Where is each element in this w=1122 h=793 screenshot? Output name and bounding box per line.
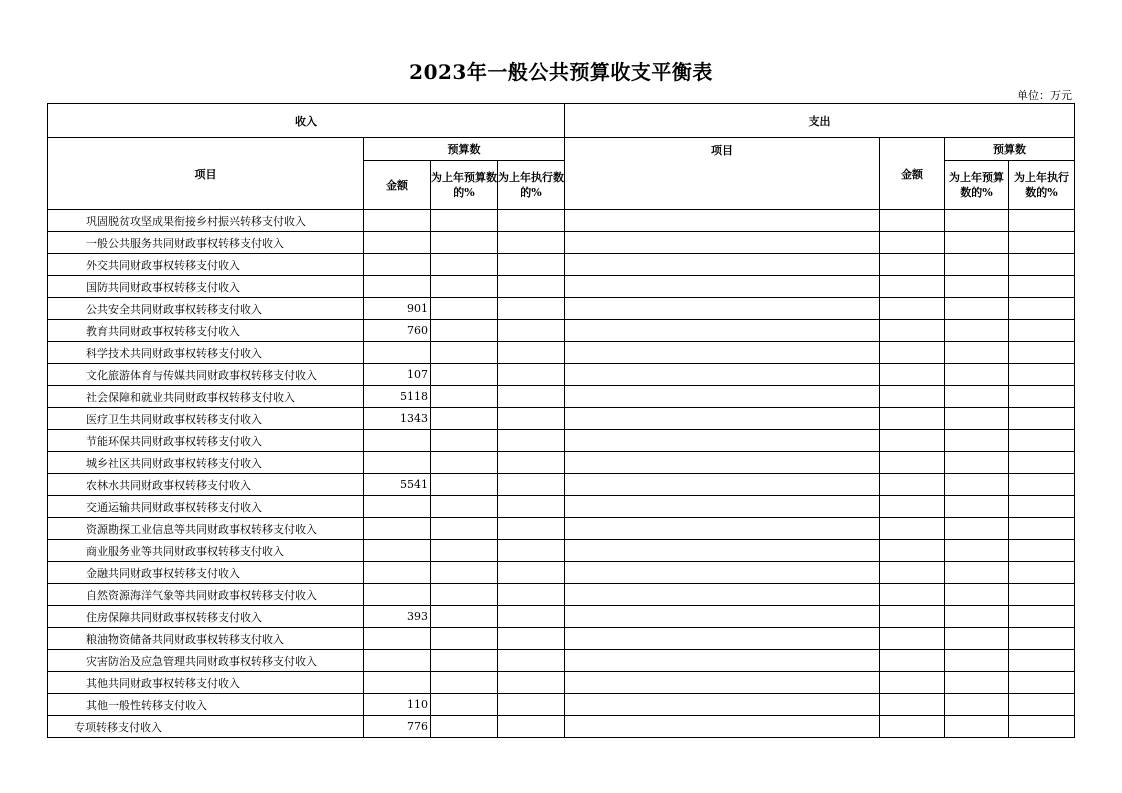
income-pct-budget-cell [431, 518, 498, 540]
income-item-label: 文化旅游体育与传媒共同财政事权转移支付收入 [48, 364, 364, 386]
expense-item-cell [565, 210, 880, 232]
expense-pct-exec-cell [1009, 232, 1075, 254]
expense-pct-exec-cell [1009, 518, 1075, 540]
income-amount-cell [364, 518, 431, 540]
expense-pct-exec-header: 为上年执行数的% [1009, 161, 1075, 210]
table-row [48, 210, 1075, 232]
table-row [48, 342, 1075, 364]
table-row [48, 518, 1075, 540]
expense-amount-cell [880, 452, 945, 474]
income-pct-budget-cell [431, 496, 498, 518]
expense-amount-cell [880, 276, 945, 298]
expense-pct-exec-cell [1009, 584, 1075, 606]
expense-pct-exec-cell [1009, 694, 1075, 716]
expense-item-cell [565, 430, 880, 452]
expense-amount-cell [880, 694, 945, 716]
expense-budget-header: 预算数 [945, 138, 1075, 161]
expense-pct-budget-cell [945, 320, 1009, 342]
expense-item-cell [565, 342, 880, 364]
expense-pct-exec-cell [1009, 672, 1075, 694]
table-row [48, 408, 1075, 430]
income-pct-budget-cell [431, 672, 498, 694]
expense-pct-budget-cell [945, 474, 1009, 496]
expense-pct-budget-cell [945, 518, 1009, 540]
income-item-label: 医疗卫生共同财政事权转移支付收入 [48, 408, 364, 430]
income-item-label: 外交共同财政事权转移支付收入 [48, 254, 364, 276]
expense-amount-cell [880, 408, 945, 430]
income-pct-budget-cell [431, 254, 498, 276]
income-pct-exec-cell [498, 254, 565, 276]
table-row [48, 694, 1075, 716]
table-row [48, 452, 1075, 474]
income-amount-cell [364, 672, 431, 694]
income-pct-exec-cell [498, 320, 565, 342]
expense-pct-budget-cell [945, 364, 1009, 386]
table-row [48, 496, 1075, 518]
income-item-label: 其他共同财政事权转移支付收入 [48, 672, 364, 694]
expense-pct-exec-cell [1009, 320, 1075, 342]
expense-amount-cell [880, 672, 945, 694]
income-amount-cell [364, 276, 431, 298]
income-pct-exec-cell [498, 716, 565, 738]
income-amount-cell: 5541 [364, 474, 431, 496]
income-pct-exec-cell [498, 474, 565, 496]
expense-pct-budget-cell [945, 452, 1009, 474]
income-amount-header: 金额 [364, 161, 431, 210]
expense-amount-cell [880, 320, 945, 342]
income-amount-cell [364, 496, 431, 518]
income-pct-budget-cell [431, 276, 498, 298]
income-pct-exec-cell [498, 584, 565, 606]
page-title: 2023年一般公共预算收支平衡表 [409, 60, 713, 84]
income-pct-budget-cell [431, 540, 498, 562]
income-item-label: 一般公共服务共同财政事权转移支付收入 [48, 232, 364, 254]
income-item-label: 住房保障共同财政事权转移支付收入 [48, 606, 364, 628]
expense-pct-exec-cell [1009, 298, 1075, 320]
table-row [48, 254, 1075, 276]
income-amount-cell [364, 628, 431, 650]
expense-amount-cell [880, 496, 945, 518]
income-pct-budget-cell [431, 232, 498, 254]
expense-item-cell [565, 320, 880, 342]
income-amount-cell: 393 [364, 606, 431, 628]
table-row [48, 540, 1075, 562]
expense-pct-exec-cell [1009, 364, 1075, 386]
expense-pct-exec-cell [1009, 386, 1075, 408]
expense-amount-cell [880, 430, 945, 452]
income-item-label: 节能环保共同财政事权转移支付收入 [48, 430, 364, 452]
budget-balance-table [47, 103, 1075, 738]
expense-item-cell [565, 584, 880, 606]
expense-amount-cell [880, 518, 945, 540]
income-item-label: 农林水共同财政事权转移支付收入 [48, 474, 364, 496]
expense-pct-budget-cell [945, 342, 1009, 364]
expense-amount-cell [880, 342, 945, 364]
income-pct-budget-header: 为上年预算数的% [431, 161, 498, 210]
table-row [48, 606, 1075, 628]
expense-pct-budget-cell [945, 210, 1009, 232]
table-row [48, 364, 1075, 386]
expense-pct-exec-cell [1009, 606, 1075, 628]
table-row [48, 320, 1075, 342]
income-pct-exec-cell [498, 232, 565, 254]
expense-amount-cell [880, 606, 945, 628]
expense-pct-budget-cell [945, 386, 1009, 408]
income-amount-cell: 1343 [364, 408, 431, 430]
income-item-label: 专项转移支付收入 [48, 716, 364, 738]
income-item-header: 项目 [48, 138, 364, 210]
expense-item-cell [565, 386, 880, 408]
expense-pct-exec-cell [1009, 210, 1075, 232]
expense-pct-budget-cell [945, 232, 1009, 254]
expense-pct-budget-cell [945, 694, 1009, 716]
expense-amount-cell [880, 584, 945, 606]
income-pct-budget-cell [431, 342, 498, 364]
expense-pct-budget-cell [945, 584, 1009, 606]
income-pct-budget-cell [431, 408, 498, 430]
expense-item-cell [565, 694, 880, 716]
expense-pct-budget-cell [945, 606, 1009, 628]
expense-pct-exec-cell [1009, 628, 1075, 650]
expense-item-cell [565, 298, 880, 320]
expense-pct-exec-cell [1009, 342, 1075, 364]
expense-item-cell [565, 606, 880, 628]
income-pct-budget-cell [431, 474, 498, 496]
expense-pct-exec-cell [1009, 716, 1075, 738]
income-pct-exec-header: 为上年执行数的% [498, 161, 565, 210]
expense-header: 支出 [565, 104, 1075, 138]
expense-pct-budget-cell [945, 408, 1009, 430]
income-item-label: 自然资源海洋气象等共同财政事权转移支付收入 [48, 584, 364, 606]
expense-item-cell [565, 716, 880, 738]
expense-pct-budget-cell [945, 254, 1009, 276]
income-pct-budget-cell [431, 628, 498, 650]
expense-item-cell [565, 518, 880, 540]
expense-pct-exec-cell [1009, 562, 1075, 584]
expense-pct-budget-cell [945, 430, 1009, 452]
expense-amount-cell [880, 628, 945, 650]
income-pct-exec-cell [498, 364, 565, 386]
expense-amount-cell [880, 540, 945, 562]
income-amount-cell [364, 584, 431, 606]
expense-amount-header: 金额 [880, 138, 945, 210]
income-amount-cell [364, 232, 431, 254]
income-amount-cell [364, 430, 431, 452]
table-row [48, 386, 1075, 408]
expense-item-cell [565, 628, 880, 650]
expense-pct-budget-cell [945, 562, 1009, 584]
unit-label: 单位：万元 [1017, 89, 1072, 102]
expense-pct-exec-cell [1009, 452, 1075, 474]
table-row [48, 298, 1075, 320]
expense-pct-exec-cell [1009, 474, 1075, 496]
expense-pct-budget-cell [945, 716, 1009, 738]
expense-item-cell [565, 276, 880, 298]
table-row [48, 430, 1075, 452]
income-item-label: 灾害防治及应急管理共同财政事权转移支付收入 [48, 650, 364, 672]
income-pct-budget-cell [431, 430, 498, 452]
income-pct-budget-cell [431, 298, 498, 320]
income-item-label: 科学技术共同财政事权转移支付收入 [48, 342, 364, 364]
income-pct-budget-cell [431, 210, 498, 232]
income-pct-exec-cell [498, 562, 565, 584]
income-amount-cell [364, 254, 431, 276]
income-item-label: 资源勘探工业信息等共同财政事权转移支付收入 [48, 518, 364, 540]
income-pct-budget-cell [431, 584, 498, 606]
income-item-label: 公共安全共同财政事权转移支付收入 [48, 298, 364, 320]
expense-amount-cell [880, 386, 945, 408]
expense-item-cell [565, 496, 880, 518]
income-pct-budget-cell [431, 452, 498, 474]
income-budget-header: 预算数 [364, 138, 565, 161]
income-item-label: 巩固脱贫攻坚成果衔接乡村振兴转移支付收入 [48, 210, 364, 232]
income-amount-cell: 901 [364, 298, 431, 320]
expense-pct-budget-cell [945, 628, 1009, 650]
expense-pct-exec-cell [1009, 276, 1075, 298]
expense-amount-cell [880, 210, 945, 232]
income-item-label: 城乡社区共同财政事权转移支付收入 [48, 452, 364, 474]
expense-amount-cell [880, 650, 945, 672]
expense-pct-exec-cell [1009, 496, 1075, 518]
expense-amount-cell [880, 562, 945, 584]
table-row [48, 672, 1075, 694]
income-pct-exec-cell [498, 276, 565, 298]
expense-pct-budget-cell [945, 540, 1009, 562]
expense-pct-budget-cell [945, 298, 1009, 320]
income-pct-exec-cell [498, 606, 565, 628]
expense-item-cell [565, 452, 880, 474]
expense-amount-cell [880, 254, 945, 276]
expense-item-cell [565, 650, 880, 672]
expense-amount-cell [880, 364, 945, 386]
income-pct-exec-cell [498, 694, 565, 716]
income-pct-budget-cell [431, 364, 498, 386]
expense-pct-exec-cell [1009, 430, 1075, 452]
income-pct-budget-cell [431, 386, 498, 408]
expense-amount-cell [880, 232, 945, 254]
expense-pct-exec-cell [1009, 540, 1075, 562]
income-item-label: 社会保障和就业共同财政事权转移支付收入 [48, 386, 364, 408]
income-item-label: 其他一般性转移支付收入 [48, 694, 364, 716]
expense-pct-budget-header: 为上年预算数的% [945, 161, 1009, 210]
income-pct-budget-cell [431, 562, 498, 584]
expense-pct-exec-cell [1009, 650, 1075, 672]
income-pct-exec-cell [498, 298, 565, 320]
expense-pct-exec-cell [1009, 254, 1075, 276]
income-amount-cell: 760 [364, 320, 431, 342]
income-amount-cell: 776 [364, 716, 431, 738]
table-row [48, 584, 1075, 606]
income-pct-exec-cell [498, 628, 565, 650]
income-item-label: 粮油物资储备共同财政事权转移支付收入 [48, 628, 364, 650]
table-row [48, 562, 1075, 584]
income-pct-exec-cell [498, 386, 565, 408]
income-pct-budget-cell [431, 320, 498, 342]
expense-item-header: 项目 [565, 138, 880, 210]
table-row [48, 650, 1075, 672]
income-pct-budget-cell [431, 650, 498, 672]
income-pct-exec-cell [498, 342, 565, 364]
income-pct-exec-cell [498, 210, 565, 232]
income-pct-budget-cell [431, 606, 498, 628]
expense-item-cell [565, 562, 880, 584]
expense-item-cell [565, 254, 880, 276]
expense-amount-cell [880, 474, 945, 496]
income-pct-exec-cell [498, 518, 565, 540]
income-item-label: 国防共同财政事权转移支付收入 [48, 276, 364, 298]
expense-pct-budget-cell [945, 650, 1009, 672]
income-amount-cell: 110 [364, 694, 431, 716]
income-pct-exec-cell [498, 430, 565, 452]
income-amount-cell [364, 650, 431, 672]
expense-amount-cell [880, 298, 945, 320]
income-amount-cell: 107 [364, 364, 431, 386]
income-pct-exec-cell [498, 540, 565, 562]
income-pct-exec-cell [498, 496, 565, 518]
table-row [48, 474, 1075, 496]
expense-pct-budget-cell [945, 672, 1009, 694]
income-pct-exec-cell [498, 672, 565, 694]
table-row [48, 276, 1075, 298]
expense-item-cell [565, 672, 880, 694]
expense-pct-budget-cell [945, 276, 1009, 298]
expense-item-cell [565, 364, 880, 386]
income-pct-exec-cell [498, 650, 565, 672]
income-amount-cell [364, 342, 431, 364]
expense-item-cell [565, 408, 880, 430]
income-item-label: 金融共同财政事权转移支付收入 [48, 562, 364, 584]
income-item-label: 教育共同财政事权转移支付收入 [48, 320, 364, 342]
table-row [48, 232, 1075, 254]
table-row [48, 628, 1075, 650]
expense-amount-cell [880, 716, 945, 738]
expense-pct-exec-cell [1009, 408, 1075, 430]
income-amount-cell [364, 452, 431, 474]
income-header: 收入 [48, 104, 565, 138]
income-item-label: 交通运输共同财政事权转移支付收入 [48, 496, 364, 518]
expense-item-cell [565, 474, 880, 496]
table-row [48, 716, 1075, 738]
income-amount-cell [364, 210, 431, 232]
expense-item-cell [565, 540, 880, 562]
expense-pct-budget-cell [945, 496, 1009, 518]
income-item-label: 商业服务业等共同财政事权转移支付收入 [48, 540, 364, 562]
income-amount-cell: 5118 [364, 386, 431, 408]
income-pct-exec-cell [498, 408, 565, 430]
income-pct-budget-cell [431, 694, 498, 716]
income-amount-cell [364, 540, 431, 562]
income-pct-exec-cell [498, 452, 565, 474]
expense-item-cell [565, 232, 880, 254]
income-pct-budget-cell [431, 716, 498, 738]
income-amount-cell [364, 562, 431, 584]
